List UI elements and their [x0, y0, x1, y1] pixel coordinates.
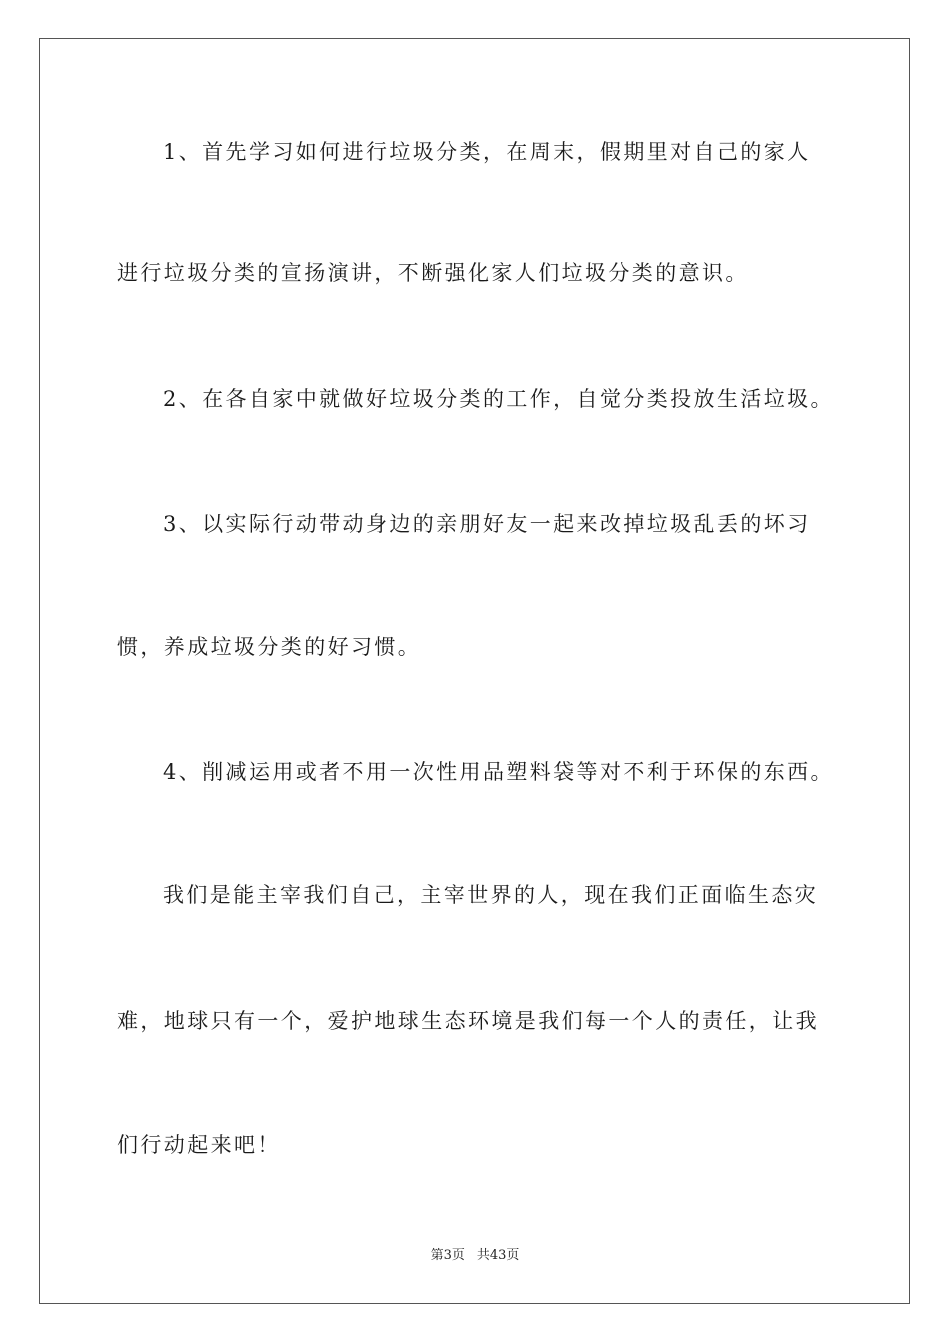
paragraph-5-line-1: 我们是能主宰我们自己，主宰世界的人，现在我们正面临生态灾	[163, 883, 819, 907]
paragraph-1-line-2: 进行垃圾分类的宣扬演讲，不断强化家人们垃圾分类的意识。	[117, 261, 749, 285]
page-number: 第3页	[430, 1248, 465, 1263]
paragraph-1-line-1: 1、首先学习如何进行垃圾分类，在周末，假期里对自己的家人	[163, 140, 811, 164]
page-border	[39, 38, 910, 1304]
paragraph-4-line-1: 4、削减运用或者不用一次性用品塑料袋等对不利于环保的东西。	[163, 760, 834, 784]
paragraph-5-line-2: 难，地球只有一个，爱护地球生态环境是我们每一个人的责任，让我	[117, 1009, 819, 1033]
total-pages: 共43页	[476, 1248, 520, 1263]
paragraph-3-line-1: 3、以实际行动带动身边的亲朋好友一起来改掉垃圾乱丢的坏习	[163, 512, 811, 536]
paragraph-5-line-3: 们行动起来吧！	[117, 1133, 281, 1157]
paragraph-2-line-1: 2、在各自家中就做好垃圾分类的工作，自觉分类投放生活垃圾。	[163, 387, 834, 411]
page-footer	[0, 1247, 950, 1265]
paragraph-3-line-2: 惯，养成垃圾分类的好习惯。	[117, 635, 422, 659]
